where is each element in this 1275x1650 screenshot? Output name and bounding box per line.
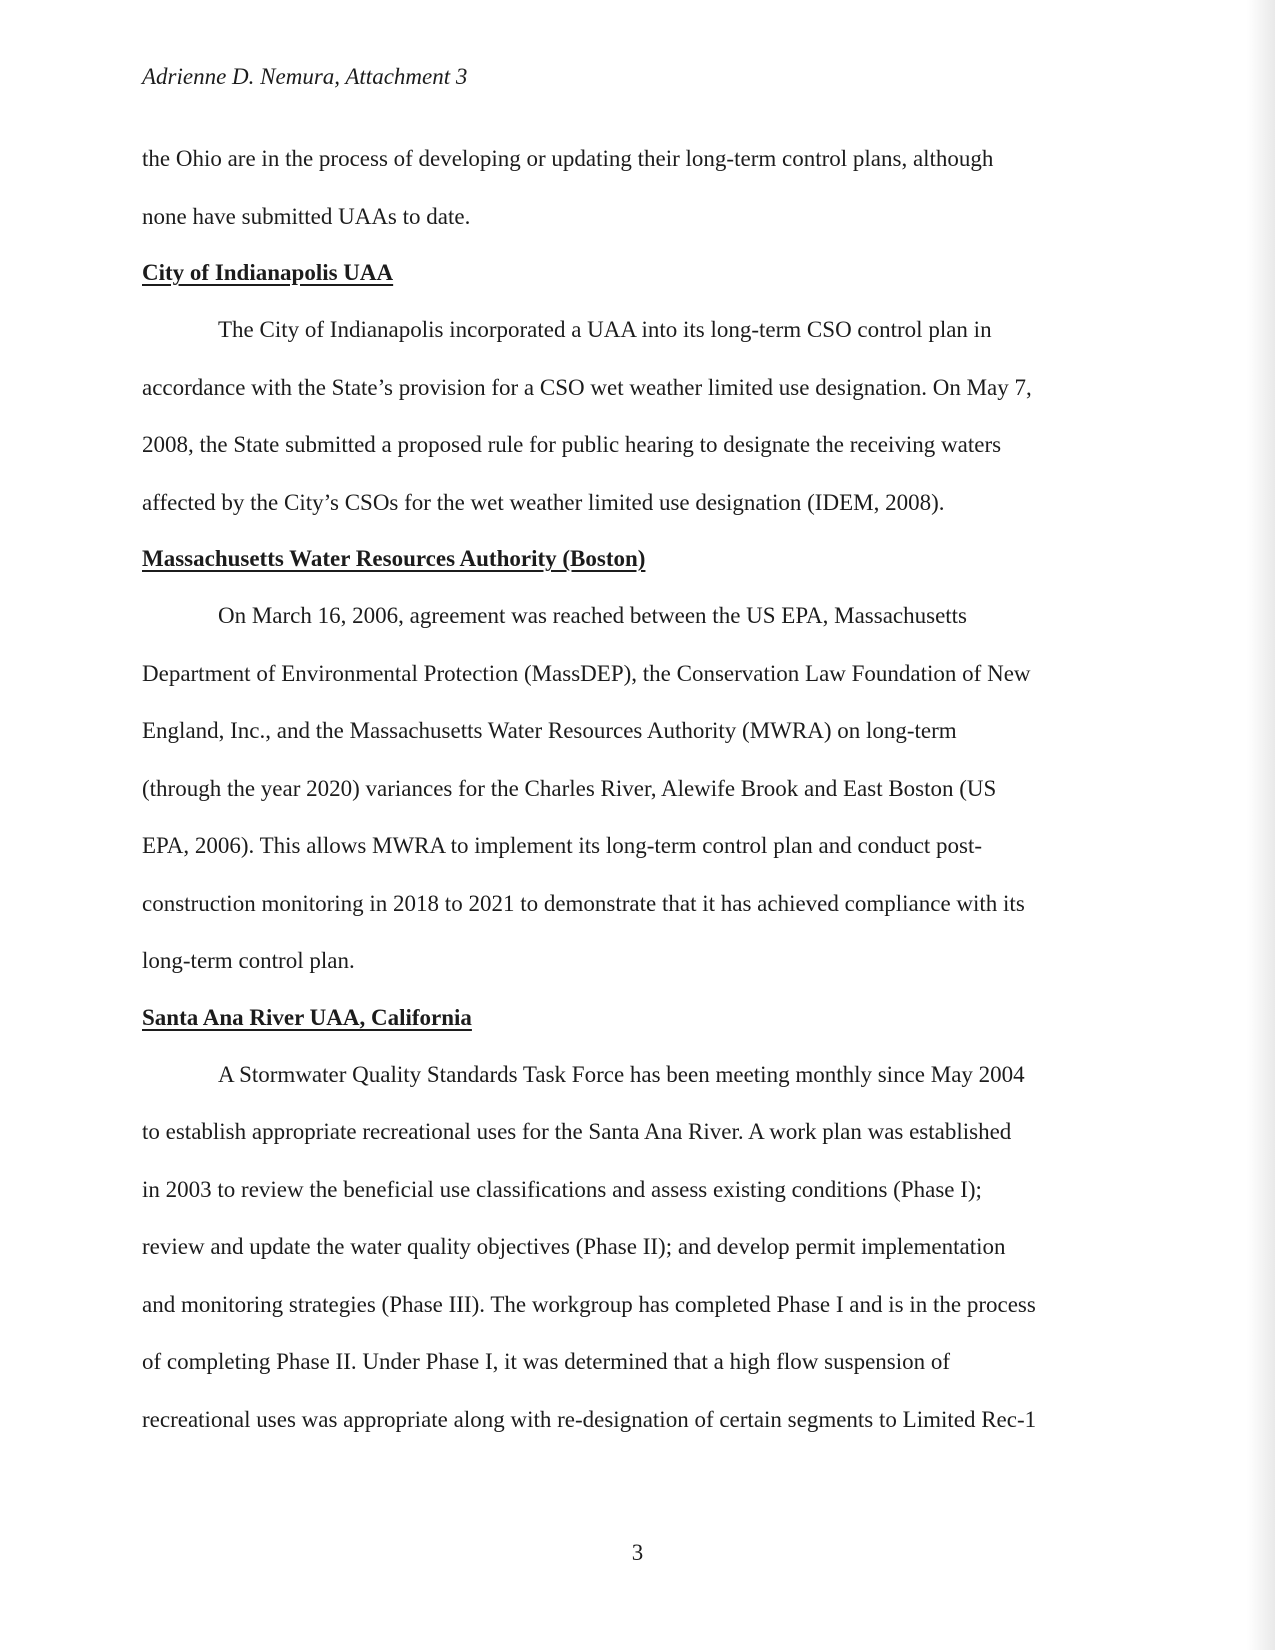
- section-heading-mwra: Massachusetts Water Resources Authority (Boston): [142, 546, 646, 571]
- paragraph-line: of completing Phase II. Under Phase I, it was determined that a high flow suspension of: [142, 1349, 951, 1374]
- paragraph-line: (through the year 2020) variances for the Charles River, Alewife Brook and East Boston (US: [142, 775, 997, 801]
- paragraph-line: England, Inc., and the Massachusetts Water Resources Authority (MWRA) on long-term: [142, 718, 957, 743]
- section-paragraph-santa-ana: [142, 1046, 1132, 1449]
- paragraph-line: recreational uses was appropriate along with re-designation of certain segments to Limited Rec-1: [142, 1406, 1037, 1432]
- page-content: [142, 62, 1132, 1448]
- paragraph-line: long-term control plan.: [142, 948, 355, 973]
- paragraph-line: the Ohio are in the process of developing or updating their long-term control plans, although: [142, 146, 994, 171]
- section-heading-santa-ana: Santa Ana River UAA, California: [142, 1004, 472, 1030]
- paragraph-line: The City of Indianapolis incorporated a UAA into its long-term CSO control plan in: [218, 317, 992, 342]
- paragraph-line: 2008, the State submitted a proposed rule for public hearing to designate the receiving waters: [142, 432, 1002, 457]
- paragraph-line: construction monitoring in 2018 to 2021 to demonstrate that it has achieved compliance with its: [142, 890, 1025, 916]
- paragraph-line: A Stormwater Quality Standards Task Force has been meeting monthly since May 2004: [218, 1061, 1025, 1087]
- paragraph-line: Department of Environmental Protection (MassDEP), the Conservation Law Foundation of New: [142, 660, 1031, 686]
- paragraph-line: On March 16, 2006, agreement was reached between the US EPA, Massachusetts: [218, 603, 968, 628]
- section-paragraph-mwra: [142, 587, 1132, 990]
- paragraph-line: in 2003 to review the beneficial use classifications and assess existing conditions (Phase I);: [142, 1176, 982, 1202]
- paragraph-line: affected by the City’s CSOs for the wet weather limited use designation (IDEM, 2008).: [142, 489, 945, 515]
- paragraph-line: EPA, 2006). This allows MWRA to implement its long-term control plan and conduct post-: [142, 833, 983, 858]
- page-edge-shadow: [1247, 0, 1275, 1650]
- paragraph-line: none have submitted UAAs to date.: [142, 203, 471, 229]
- intro-paragraph: [142, 130, 1132, 245]
- section-paragraph-indianapolis: [142, 301, 1132, 531]
- paragraph-line: accordance with the State’s provision for a CSO wet weather limited use designation. On May 7,: [142, 374, 1032, 400]
- page-number: 3: [631, 1540, 644, 1565]
- paragraph-line: review and update the water quality objectives (Phase II); and develop permit implementation: [142, 1234, 1006, 1259]
- paragraph-line: to establish appropriate recreational uses for the Santa Ana River. A work plan was established: [142, 1119, 1012, 1144]
- section-heading-indianapolis: City of Indianapolis UAA: [142, 260, 394, 285]
- running-header: Adrienne D. Nemura, Attachment 3: [142, 64, 468, 89]
- paragraph-line: and monitoring strategies (Phase III). The workgroup has completed Phase I and is in the process: [142, 1291, 1036, 1317]
